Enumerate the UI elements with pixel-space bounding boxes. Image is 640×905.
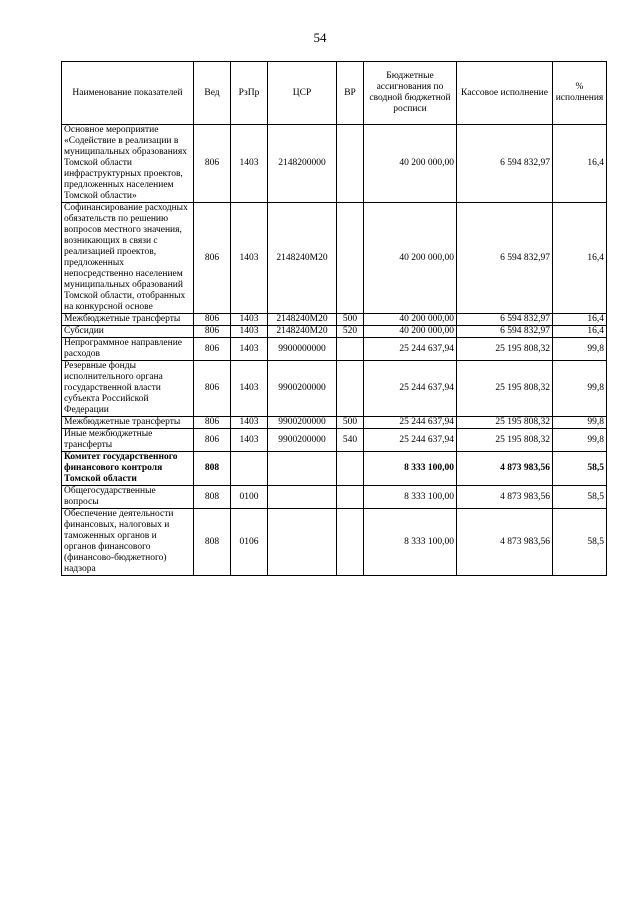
header-ved: Вед — [194, 62, 231, 125]
cell-cash: 25 195 808,32 — [457, 429, 553, 452]
cell-vr — [337, 203, 364, 314]
cell-cash: 6 594 832,97 — [457, 326, 553, 338]
cell-assign: 25 244 637,94 — [364, 361, 457, 417]
cell-vr — [337, 338, 364, 361]
cell-ved: 806 — [194, 338, 231, 361]
cell-assign: 40 200 000,00 — [364, 326, 457, 338]
cell-pct: 99,8 — [553, 429, 607, 452]
cell-rzpr: 1403 — [231, 361, 268, 417]
table-row — [62, 338, 607, 361]
cell-vr — [337, 452, 364, 486]
cell-csr — [268, 509, 337, 576]
header-name: Наименование показателей — [62, 62, 194, 125]
cell-csr — [268, 486, 337, 509]
cell-ved: 806 — [194, 326, 231, 338]
page-number: 54 — [313, 30, 327, 45]
cell-name: Софинансирование расходных обязательств по решению вопросов местного значения, возникающих в связи с реализацией проектов, предложенных непосредственно населением муниципальных образований Томской области, отобранных на конкурсной основе — [62, 203, 194, 314]
cell-name: Общегосударственные вопросы — [62, 486, 194, 509]
cell-csr: 2148240M20 — [268, 314, 337, 326]
cell-pct: 99,8 — [553, 417, 607, 429]
table-row — [62, 326, 607, 338]
table-row — [62, 417, 607, 429]
cell-name: Непрограммное направление расходов — [62, 338, 194, 361]
cell-csr: 2148240M20 — [268, 326, 337, 338]
table-row — [62, 203, 607, 314]
header-rzpr: РзПр — [231, 62, 268, 125]
cell-ved: 806 — [194, 314, 231, 326]
cell-pct: 16,4 — [553, 326, 607, 338]
budget-execution-table — [61, 61, 607, 576]
cell-csr: 9900200000 — [268, 429, 337, 452]
cell-pct: 58,5 — [553, 509, 607, 576]
cell-rzpr: 1403 — [231, 203, 268, 314]
table-row — [62, 509, 607, 576]
header-percent: % исполнения — [553, 62, 607, 125]
header-csr: ЦСР — [268, 62, 337, 125]
cell-pct: 58,5 — [553, 452, 607, 486]
cell-pct: 16,4 — [553, 125, 607, 203]
cell-ved: 806 — [194, 125, 231, 203]
cell-cash: 4 873 983,56 — [457, 509, 553, 576]
cell-pct: 16,4 — [553, 203, 607, 314]
cell-cash: 4 873 983,56 — [457, 486, 553, 509]
cell-csr — [268, 452, 337, 486]
cell-ved: 808 — [194, 452, 231, 486]
cell-cash: 6 594 832,97 — [457, 125, 553, 203]
table-row — [62, 361, 607, 417]
cell-rzpr: 1403 — [231, 429, 268, 452]
cell-ved: 808 — [194, 486, 231, 509]
cell-assign: 25 244 637,94 — [364, 417, 457, 429]
cell-assign: 8 333 100,00 — [364, 509, 457, 576]
cell-rzpr: 1403 — [231, 417, 268, 429]
cell-ved: 806 — [194, 361, 231, 417]
cell-name: Иные межбюджетные трансферты — [62, 429, 194, 452]
cell-assign: 25 244 637,94 — [364, 429, 457, 452]
cell-cash: 4 873 983,56 — [457, 452, 553, 486]
table-row — [62, 429, 607, 452]
cell-name: Субсидии — [62, 326, 194, 338]
cell-assign: 40 200 000,00 — [364, 125, 457, 203]
cell-csr: 9900000000 — [268, 338, 337, 361]
table-row — [62, 452, 607, 486]
cell-assign: 25 244 637,94 — [364, 338, 457, 361]
cell-vr: 520 — [337, 326, 364, 338]
cell-name: Межбюджетные трансферты — [62, 417, 194, 429]
cell-vr: 540 — [337, 429, 364, 452]
cell-ved: 806 — [194, 203, 231, 314]
cell-name: Обеспечение деятельности финансовых, налоговых и таможенных органов и органов финансового (финансово-бюджетного) надзора — [62, 509, 194, 576]
header-assignments: Бюджетные ассигнования по сводной бюджетной росписи — [364, 62, 457, 125]
cell-assign: 40 200 000,00 — [364, 203, 457, 314]
cell-rzpr — [231, 452, 268, 486]
cell-cash: 25 195 808,32 — [457, 417, 553, 429]
cell-assign: 40 200 000,00 — [364, 314, 457, 326]
cell-pct: 99,8 — [553, 361, 607, 417]
cell-rzpr: 1403 — [231, 338, 268, 361]
cell-csr: 2148240M20 — [268, 203, 337, 314]
cell-assign: 8 333 100,00 — [364, 452, 457, 486]
cell-rzpr: 0100 — [231, 486, 268, 509]
cell-name: Комитет государственного финансового контроля Томской области — [62, 452, 194, 486]
table-row — [62, 314, 607, 326]
cell-ved: 806 — [194, 429, 231, 452]
cell-vr: 500 — [337, 314, 364, 326]
cell-pct: 99,8 — [553, 338, 607, 361]
cell-vr — [337, 125, 364, 203]
cell-rzpr: 1403 — [231, 125, 268, 203]
cell-csr: 2148200000 — [268, 125, 337, 203]
cell-pct: 58,5 — [553, 486, 607, 509]
cell-csr: 9900200000 — [268, 417, 337, 429]
cell-name: Резервные фонды исполнительного органа государственной власти субъекта Российской Федерации — [62, 361, 194, 417]
table-header-row — [62, 62, 607, 125]
header-vr: ВР — [337, 62, 364, 125]
cell-rzpr: 0106 — [231, 509, 268, 576]
cell-vr — [337, 361, 364, 417]
cell-cash: 25 195 808,32 — [457, 338, 553, 361]
cell-cash: 6 594 832,97 — [457, 314, 553, 326]
cell-ved: 806 — [194, 417, 231, 429]
cell-assign: 8 333 100,00 — [364, 486, 457, 509]
cell-csr: 9900200000 — [268, 361, 337, 417]
cell-vr — [337, 509, 364, 576]
cell-cash: 25 195 808,32 — [457, 361, 553, 417]
cell-rzpr: 1403 — [231, 326, 268, 338]
cell-pct: 16,4 — [553, 314, 607, 326]
table-row — [62, 486, 607, 509]
cell-vr — [337, 486, 364, 509]
header-cash-execution: Кассовое исполнение — [457, 62, 553, 125]
cell-cash: 6 594 832,97 — [457, 203, 553, 314]
cell-rzpr: 1403 — [231, 314, 268, 326]
cell-name: Межбюджетные трансферты — [62, 314, 194, 326]
table-row — [62, 125, 607, 203]
cell-ved: 808 — [194, 509, 231, 576]
cell-name: Основное мероприятие «Содействие в реализации в муниципальных образованиях Томской области инфраструктурных проектов, предложенных населением Томской области» — [62, 125, 194, 203]
cell-vr: 500 — [337, 417, 364, 429]
